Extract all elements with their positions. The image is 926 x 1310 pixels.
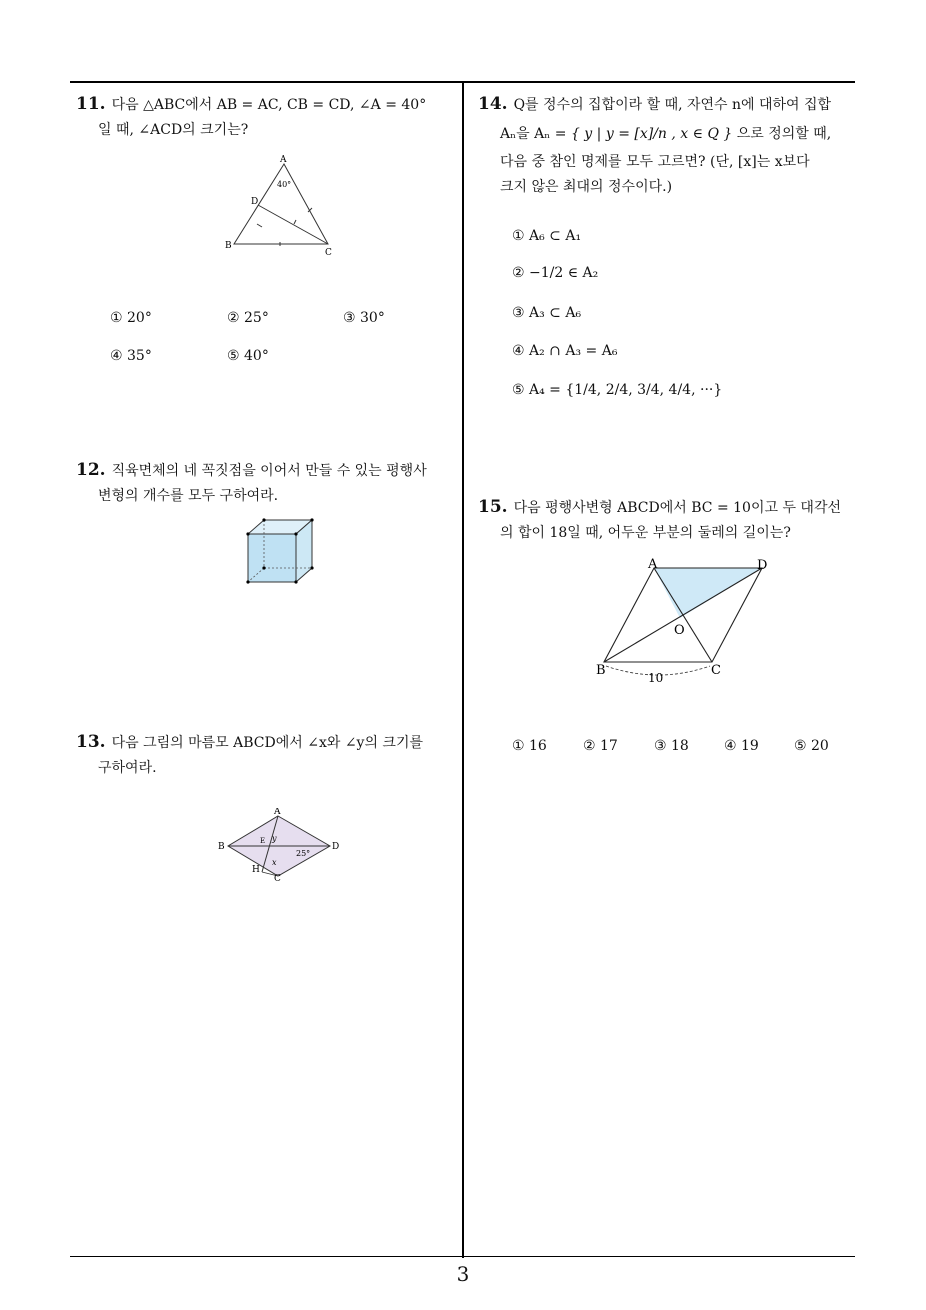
fig15-label-C: C — [711, 663, 721, 678]
fig15-label-O: O — [674, 623, 685, 638]
problem-11-line1: 다음 △ABC에서 AB = AC, CB = CD, ∠A = 40° — [111, 97, 427, 113]
p15-choice-4[interactable]: ④ 19 — [724, 738, 759, 754]
problem-13 — [76, 730, 461, 781]
fig15-label-D: D — [757, 558, 768, 573]
problem-15-number: 15. — [478, 497, 508, 517]
fig13-label-A: A — [274, 808, 281, 817]
problem-13-line1: 다음 그림의 마름모 ABCD에서 ∠x와 ∠y의 크기를 — [111, 735, 423, 751]
problem-12-line2: 변형의 개수를 모두 구하여라. — [98, 488, 279, 504]
fig11-angle: 40° — [277, 180, 292, 189]
fig15-label-A: A — [648, 557, 658, 572]
problem-15-line1: 다음 평행사변형 ABCD에서 BC = 10이고 두 대각선 — [513, 500, 841, 516]
p15-choice-5[interactable]: ⑤ 20 — [794, 738, 829, 754]
fig13-label-y: y — [272, 834, 277, 843]
p15-choice-2[interactable]: ② 17 — [583, 738, 618, 754]
page-number: 3 — [456, 1262, 470, 1286]
fig13-label-C: C — [274, 874, 281, 882]
problem-15 — [478, 495, 868, 546]
problem-11-number: 11. — [76, 94, 106, 114]
problem-14-line2a: Aₙ을 Aₙ = — [500, 126, 567, 142]
fig15-length: 10 — [648, 671, 664, 685]
p11-choice-3[interactable]: ③ 30° — [343, 310, 385, 326]
p11-choice-5[interactable]: ⑤ 40° — [227, 348, 269, 364]
figure-13-rhombus — [214, 808, 348, 882]
p14-choice-3[interactable]: ③ A₃ ⊂ A₆ — [512, 305, 582, 321]
p11-choice-2[interactable]: ② 25° — [227, 310, 269, 326]
p14-choice-1[interactable]: ① A₆ ⊂ A₁ — [512, 228, 582, 244]
fig13-label-E: E — [260, 837, 266, 845]
problem-14 — [478, 92, 868, 200]
figure-11-triangle — [222, 152, 342, 262]
problem-14-line4: 크지 않은 최대의 정수이다.) — [500, 179, 673, 195]
p14-choice-4[interactable]: ④ A₂ ∩ A₃ = A₆ — [512, 343, 618, 359]
p11-choice-4[interactable]: ④ 35° — [110, 348, 152, 364]
fig13-angle: 25° — [296, 849, 311, 858]
problem-12-line1: 직육면체의 네 꼭짓점을 이어서 만들 수 있는 평행사 — [111, 463, 427, 479]
fig13-label-x: x — [272, 858, 277, 867]
figure-12-cuboid — [242, 512, 322, 588]
problem-14-line2b: 으로 정의할 때, — [736, 126, 832, 142]
fig13-label-H: H — [252, 865, 260, 875]
problem-11-line2: 일 때, ∠ACD의 크기는? — [98, 122, 249, 138]
fig11-label-A: A — [280, 155, 287, 165]
p14-choice-2[interactable]: ② −1/2 ∈ A₂ — [512, 265, 599, 281]
p15-choice-1[interactable]: ① 16 — [512, 738, 547, 754]
column-divider — [462, 82, 464, 1258]
problem-11 — [76, 92, 461, 143]
problem-12-number: 12. — [76, 460, 106, 480]
p11-choice-1[interactable]: ① 20° — [110, 310, 152, 326]
fig13-label-D: D — [332, 842, 340, 852]
fig11-label-C: C — [325, 248, 332, 258]
figure-15-parallelogram — [592, 556, 782, 688]
problem-14-line2 — [478, 118, 868, 150]
p14-choice-5[interactable]: ⑤ A₄ = {1/4, 2/4, 3/4, 4/4, ···} — [512, 382, 723, 398]
problem-14-setdef: { y | y = [x]/n , x ∈ Q } — [570, 126, 733, 142]
problem-13-number: 13. — [76, 732, 106, 752]
problem-14-line3: 다음 중 참인 명제를 모두 고르면? (단, [x]는 x보다 — [500, 154, 810, 170]
problem-14-number: 14. — [478, 94, 508, 114]
fig11-label-D: D — [251, 197, 259, 207]
fig15-label-B: B — [596, 663, 606, 678]
problem-12 — [76, 458, 461, 509]
problem-14-line1: Q를 정수의 집합이라 할 때, 자연수 n에 대하여 집합 — [513, 97, 832, 113]
problem-13-line2: 구하여라. — [98, 760, 157, 776]
p15-choice-3[interactable]: ③ 18 — [654, 738, 689, 754]
problem-15-line2: 의 합이 18일 때, 어두운 부분의 둘레의 길이는? — [500, 525, 791, 541]
bottom-rule — [70, 1256, 855, 1257]
fig11-label-B: B — [225, 241, 232, 251]
fig13-label-B: B — [218, 842, 225, 852]
